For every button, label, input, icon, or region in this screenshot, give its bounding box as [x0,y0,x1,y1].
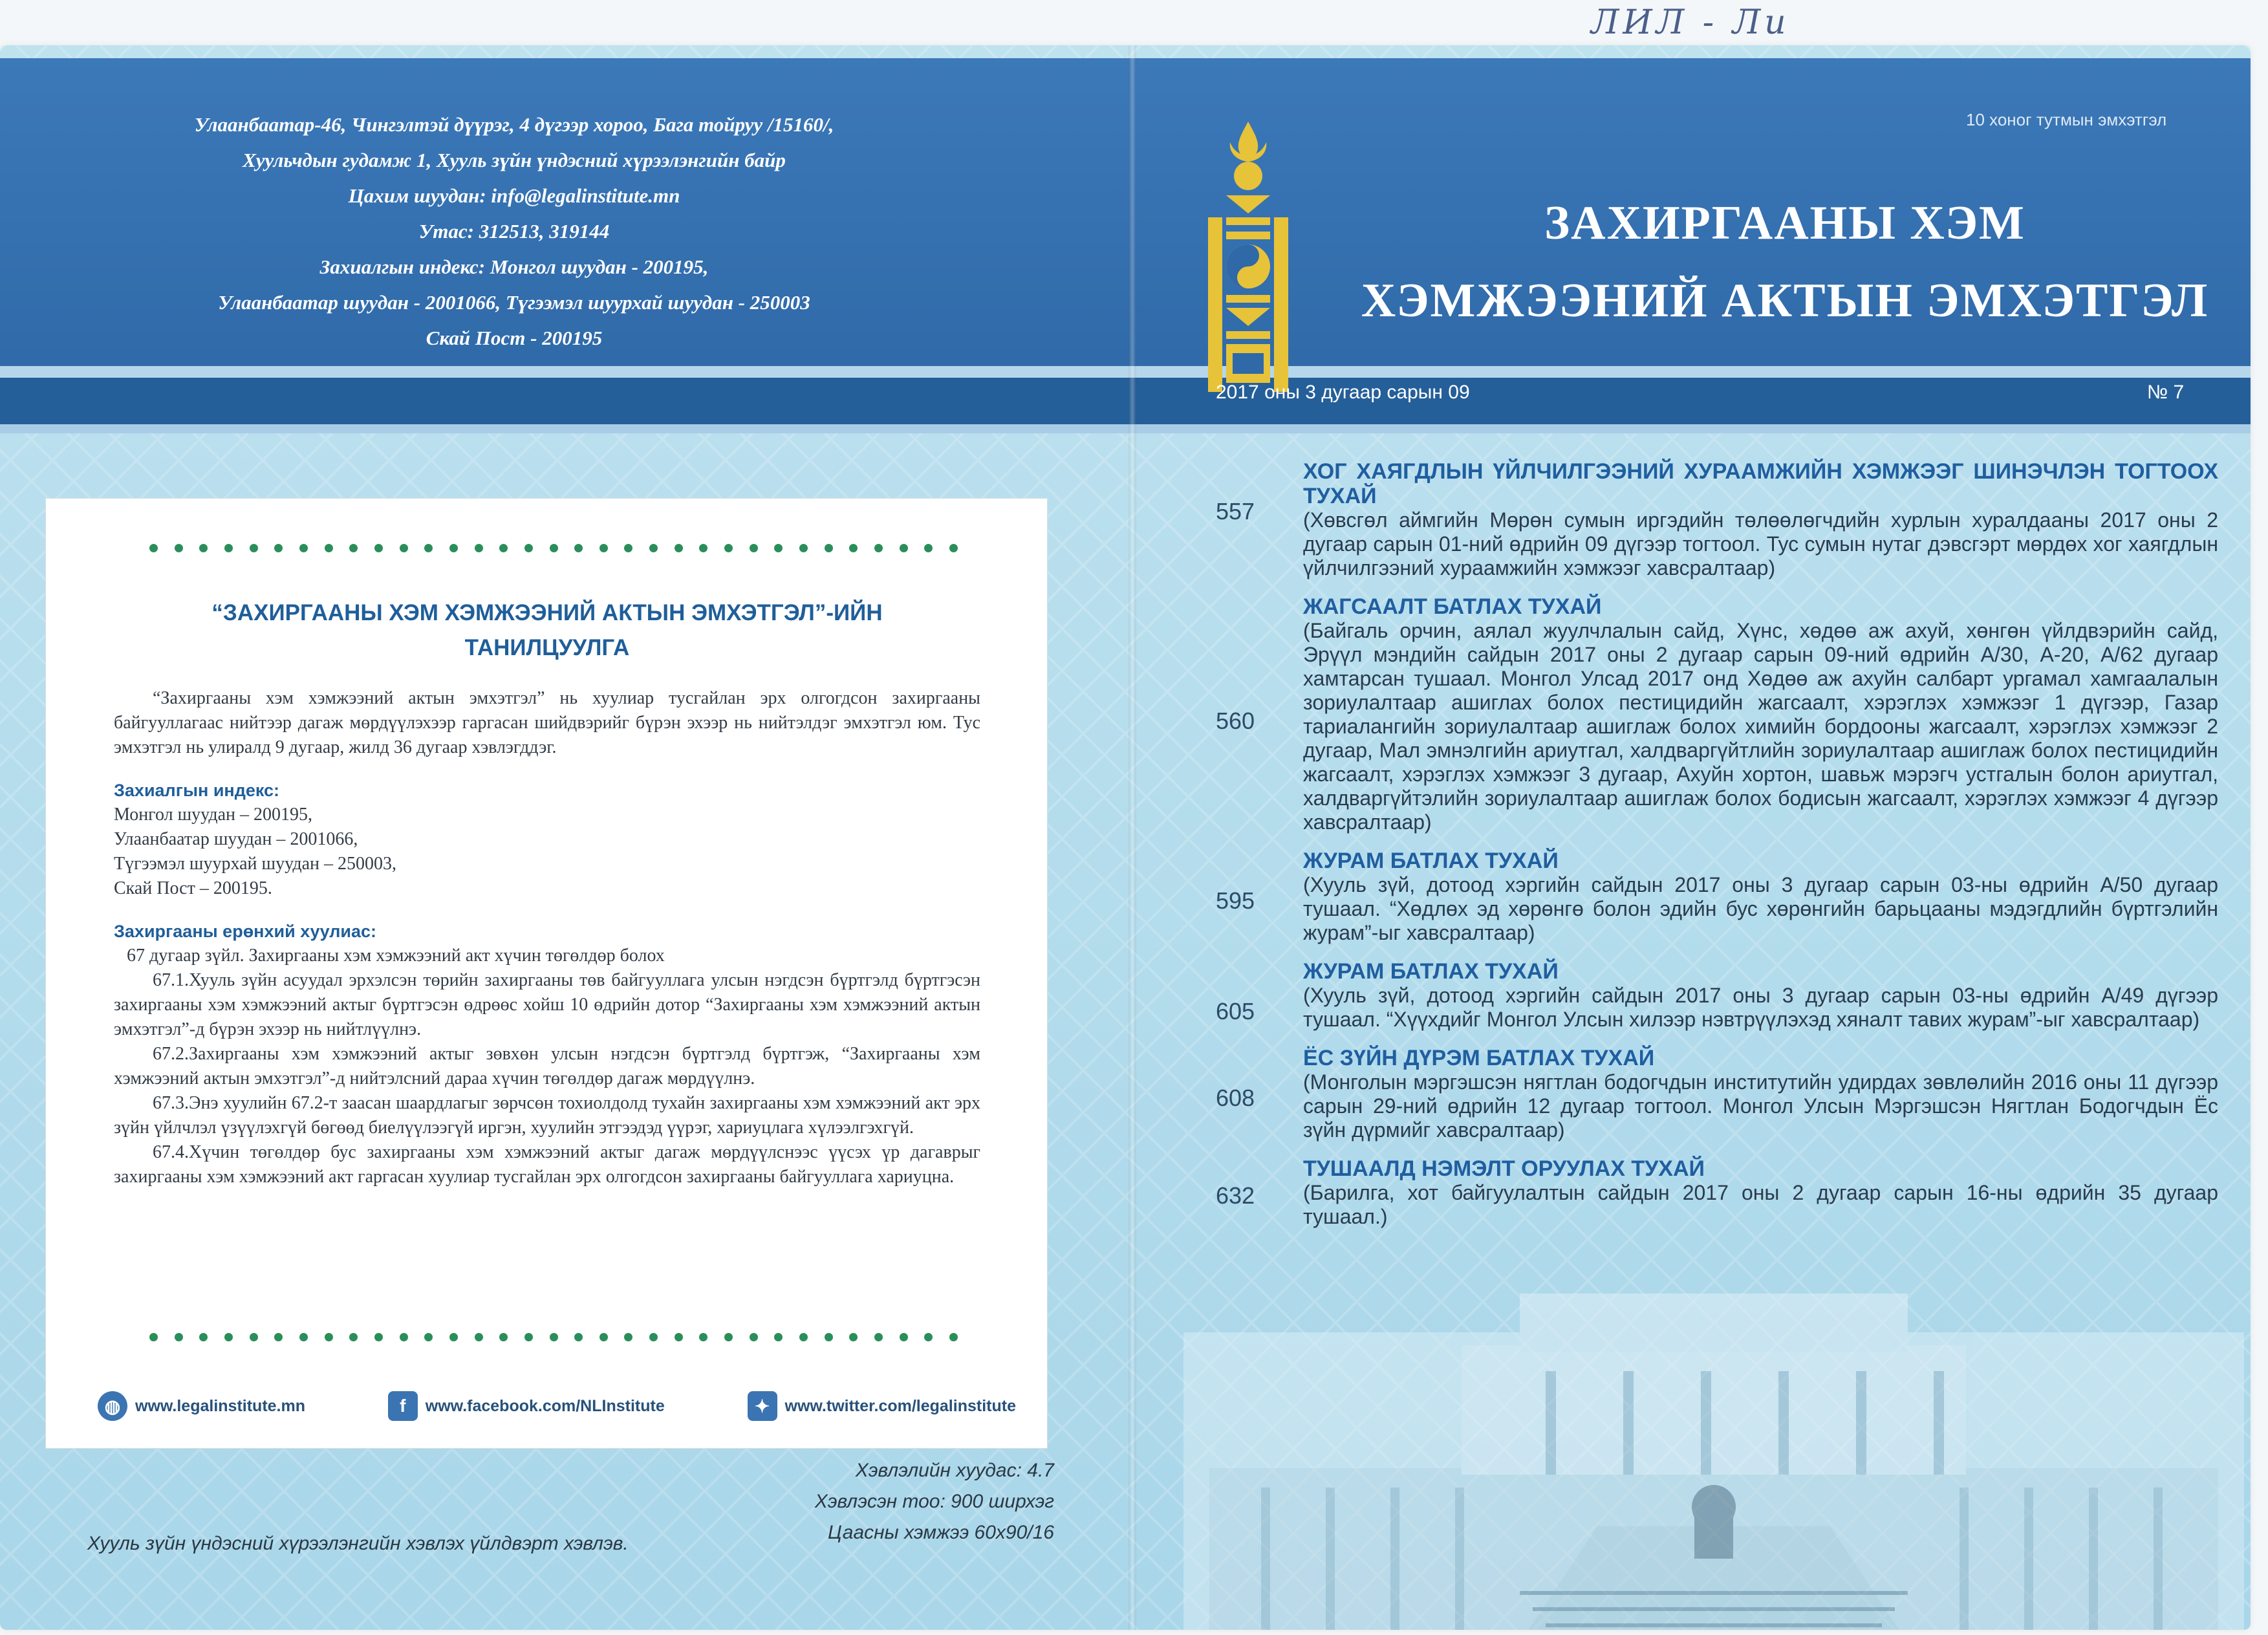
address-line: Улаанбаатар-46, Чингэлтэй дүүрэг, 4 дүгээр хороо, Бага тойруу /15160/, [194,113,834,136]
government-palace-illustration [1183,1255,2244,1630]
index-line: Түгээмэл шуурхай шуудан – 250003, [114,854,396,874]
publication-title [1332,184,2238,340]
title-line: ЗАХИРГААНЫ ХЭМ [1544,197,2025,250]
entry-page-number: 605 [1216,998,1255,1024]
card-title [117,596,977,666]
introduction-card [45,498,1048,1449]
issue-number: № 7 [2147,382,2185,403]
printer-note: Хууль зүйн үндэсний хүрээлэнгийн хэвлэх үйлдвэрт хэвлэв. [87,1533,629,1554]
twitter-url: www.twitter.com/legalinstitute [784,1396,1016,1415]
title-line: ХЭМЖЭЭНИЙ АКТЫН ЭМХЭТГЭЛ [1361,274,2209,327]
card-title-line: “ЗАХИРГААНЫ ХЭМ ХЭМЖЭЭНИЙ АКТЫН ЭМХЭТГЭЛ”-ИЙН [211,600,883,625]
issue-date: 2017 оны 3 дугаар сарын 09 [1216,382,1470,403]
imprint-details [711,1455,1054,1548]
entry-title: ЖАГСААЛТ БАТЛАХ ТУХАЙ [1303,594,1602,619]
law-paragraph: 67.1.Хууль зүйн асуудал эрхэлсэн төрийн захиргааны төв байгууллага улсын нэгдсэн бүртгэлд бүртгэсэн захиргааны хэм хэмжээний актыг бүртгэсэн өдрөөс хойш 10 өдрийн дотор “Захиргааны хэм хэмжээний актын эмхэтгэл”-д бүрэн эхээр нь нийтлүүлнэ. [114,970,980,1039]
booklet-cover [0,45,2251,1630]
address-line: Улаанбаатар шуудан - 2001066, Түгээмэл шуурхай шуудан - 250003 [218,291,810,314]
website-link[interactable] [98,1391,305,1421]
index-line: Монгол шуудан – 200195, [114,805,313,825]
dot-divider-bottom [149,1333,958,1341]
social-links [98,1391,1016,1421]
entry-page-number: 595 [1216,887,1255,914]
periodicity-label: 10 хоног тутмын эмхэтгэл [1966,110,2167,129]
dot-divider-top [149,544,958,552]
contents-entry[interactable] [1216,594,2218,834]
soyombo-emblem-icon [1203,116,1293,401]
entry-page-number: 608 [1216,1085,1255,1111]
index-heading: Захиалгын индекс: [114,781,280,800]
entry-description: (Хууль зүй, дотоод хэргийн сайдын 2017 оны 3 дугаар сарын 03-ны өдрийн А/50 дугаар тушаал. “Хөдлөх эд хөрөнгө болон эдийн бус хөрөнгийн барьцааны мэдэгдлийн бүртгэлийн журам”-ыг хавсралтаар) [1303,873,2218,944]
globe-icon: ◍ [98,1391,127,1421]
entry-description: (Барилга, хот байгуулалтын сайдын 2017 оны 2 дугаар сарын 16-ны өдрийн 35 дугаар тушаал.) [1303,1181,2218,1228]
twitter-icon: ✦ [748,1391,777,1421]
header-stripe-lower [0,424,2251,433]
law-paragraph: 67.4.Хүчин төгөлдөр бус захиргааны хэм хэмжээний актыг дагаж мөрдүүлснээс үүсэх үр дагаврыг захиргааны хэм хэмжээний акт гаргасан хуулиар тусгайлан эрх олгогдсон захиргааны байгууллага хариуцна. [114,1142,980,1187]
entry-page-number: 632 [1216,1182,1255,1209]
entry-page-number: 557 [1216,498,1255,525]
imprint-line: Цаасны хэмжээ 60х90/16 [828,1522,1054,1543]
address-line: Захиалгын индекс: Монгол шуудан - 200195, [319,255,709,278]
entry-description: (Монголын мэргэшсэн нягтлан бодогчдын институтийн удирдах зөвлөлийн 2016 оны 11 дүгээр сарын 29-ний өдрийн 12 дугаар тогтоол. Монгол Улсын Мэргэшсэн Нягтлан Бодогчдын Ёс зүйн дүрмийг хавсралтаар) [1303,1070,2218,1142]
contents-entry[interactable] [1216,1156,2218,1229]
contents-entry[interactable] [1216,849,2218,945]
contents-entry[interactable] [1216,959,2218,1032]
law-article: 67 дугаар зүйл. Захиргааны хэм хэмжээний акт хүчин төгөлдөр болох [127,946,665,966]
handwritten-note: ЛИЛ - Лu [1591,3,1790,42]
entry-title: ТУШААЛД НЭМЭЛТ ОРУУЛАХ ТУХАЙ [1303,1156,1705,1181]
entry-description: (Хууль зүй, дотоод хэргийн сайдын 2017 оны 3 дугаар сарын 03-ны өдрийн А/49 дүгээр тушаал. “Хүүхдийг Монгол Улсын хилээр нэвтрүүлэхэд хяналт тавих журам”-ыг хавсралтаар) [1303,984,2218,1031]
address-line: Цахим шуудан: info@legalinstitute.mn [348,184,680,207]
publisher-address [142,107,886,356]
imprint-line: Хэвлэсэн тоо: 900 ширхэг [814,1491,1054,1512]
address-line: Утас: 312513, 319144 [418,220,610,243]
contents-entry[interactable] [1216,459,2218,580]
booklet-spine [1129,45,1136,1630]
address-line: Скай Пост - 200195 [426,327,603,349]
facebook-url: www.facebook.com/NLInstitute [425,1396,665,1415]
law-heading: Захиргааны ерөнхий хуулиас: [114,922,377,941]
website-url: www.legalinstitute.mn [135,1396,305,1415]
law-paragraph: 67.2.Захиргааны хэм хэмжээний актыг зөвхөн улсын нэгдсэн бүртгэлд бүртгэж, “Захиргааны хэм хэмжээний актын эмхэтгэл”-д нийтэлсний дараа хүчин төгөлдөр дагаж мөрдүүлнэ. [114,1044,980,1088]
header-stripe [0,366,2251,378]
entry-description: (Хөвсгөл аймгийн Мөрөн сумын иргэдийн төлөөлөгчдийн хурлын хуралдааны 2017 оны 2 дугаар сарын 01-ний өдрийн 09 дүгээр тогтоол. Тус сумын нутаг дэвсгэрт мөрдөх хог хаягдлын үйлчилгээний хураамжийн хэмжээг хавсралтаар) [1303,508,2218,579]
address-line: Хуульчдын гудамж 1, Хууль зүйн үндэсний хүрээлэнгийн байр [243,149,786,171]
entry-page-number: 560 [1216,708,1255,734]
card-body [114,686,980,1189]
facebook-icon: f [388,1391,418,1421]
index-line: Улаанбаатар шуудан – 2001066, [114,829,358,849]
card-title-line: ТАНИЛЦУУЛГА [464,635,630,660]
date-bar [0,378,2251,424]
law-paragraph: 67.3.Энэ хуулийн 67.2-т заасан шаардлагыг зөрчсөн тохиолдолд тухайн захиргааны хэм хэмжээний акт эрх зүйн үйлчлэл үзүүлэхгүй бөгөөд биелүүлээгүй иргэн, хуулийн этгээдэд үүрэг, хариуцлага хүлээлгэхгүй. [114,1093,980,1138]
table-of-contents [1216,459,2218,1243]
entry-title: ЖУРАМ БАТЛАХ ТУХАЙ [1303,959,1559,984]
entry-description: (Байгаль орчин, аялал жуулчлалын сайд, Хүнс, хөдөө аж ахуй, хөнгөн үйлдвэрийн сайд, Эрүүл мэндийн сайдын 2017 оны 2 дугаар сарын 09-ний өдрийн А/30, А-20, А/62 дугаар хамтарсан тушаал. Монгол Улсад 2017 онд Хөдөө аж ахуйн салбарт ургамал хамгаалалын зориулалтаар ашиглах болох пестицидийн жагсаалт, хэрэглэх хэмжээг 1 дүгээр, Газар тариалангийн зориулалтаар ашиглаж болох химийн бордооны жагсаалт, хэрэглэх хэмжээг 2 дугаар, Мал эмнэлгийн ариутгал, халдваргүйтлийн зориулалтаар ашиглаж болох пестицидийн жагсаалт, хэрэглэх хэмжээг 3 дугаар, Ахуйн хортон, шавьж мэрэгч устгалын болон ариутгал, халдваргүйтэлийн зориулалтаар ашиглаж болох бодисын жагсаалт, хэрэглэх хэмжээг 4 дүгээр хавсралтаар) [1303,619,2218,834]
entry-title: ЖУРАМ БАТЛАХ ТУХАЙ [1303,849,1559,873]
contents-entry[interactable] [1216,1046,2218,1142]
intro-paragraph: “Захиргааны хэм хэмжээний актын эмхэтгэл” нь хуулиар тусгайлан эрх олгогдсон захиргааны байгууллагаас нийтээр дагаж мөрдүүлэхээр гаргасан шийдвэрийг бүрэн эхээр нь нийтэлдэг эмхэтгэл юм. Тус эмхэтгэл нь улиралд 9 дугаар, жилд 36 дугаар хэвлэгддэг. [114,688,980,757]
twitter-link[interactable] [748,1391,1016,1421]
entry-title: ЁС ЗҮЙН ДҮРЭМ БАТЛАХ ТУХАЙ [1303,1046,1655,1070]
index-line: Скай Пост – 200195. [114,878,272,898]
entry-title: ХОГ ХАЯГДЛЫН ҮЙЛЧИЛГЭЭНИЙ ХУРААМЖИЙН ХЭМЖЭЭГ ШИНЭЧЛЭН ТОГТООХ ТУХАЙ [1303,459,2218,508]
facebook-link[interactable] [388,1391,665,1421]
imprint-line: Хэвлэлийн хуудас: 4.7 [855,1460,1054,1481]
